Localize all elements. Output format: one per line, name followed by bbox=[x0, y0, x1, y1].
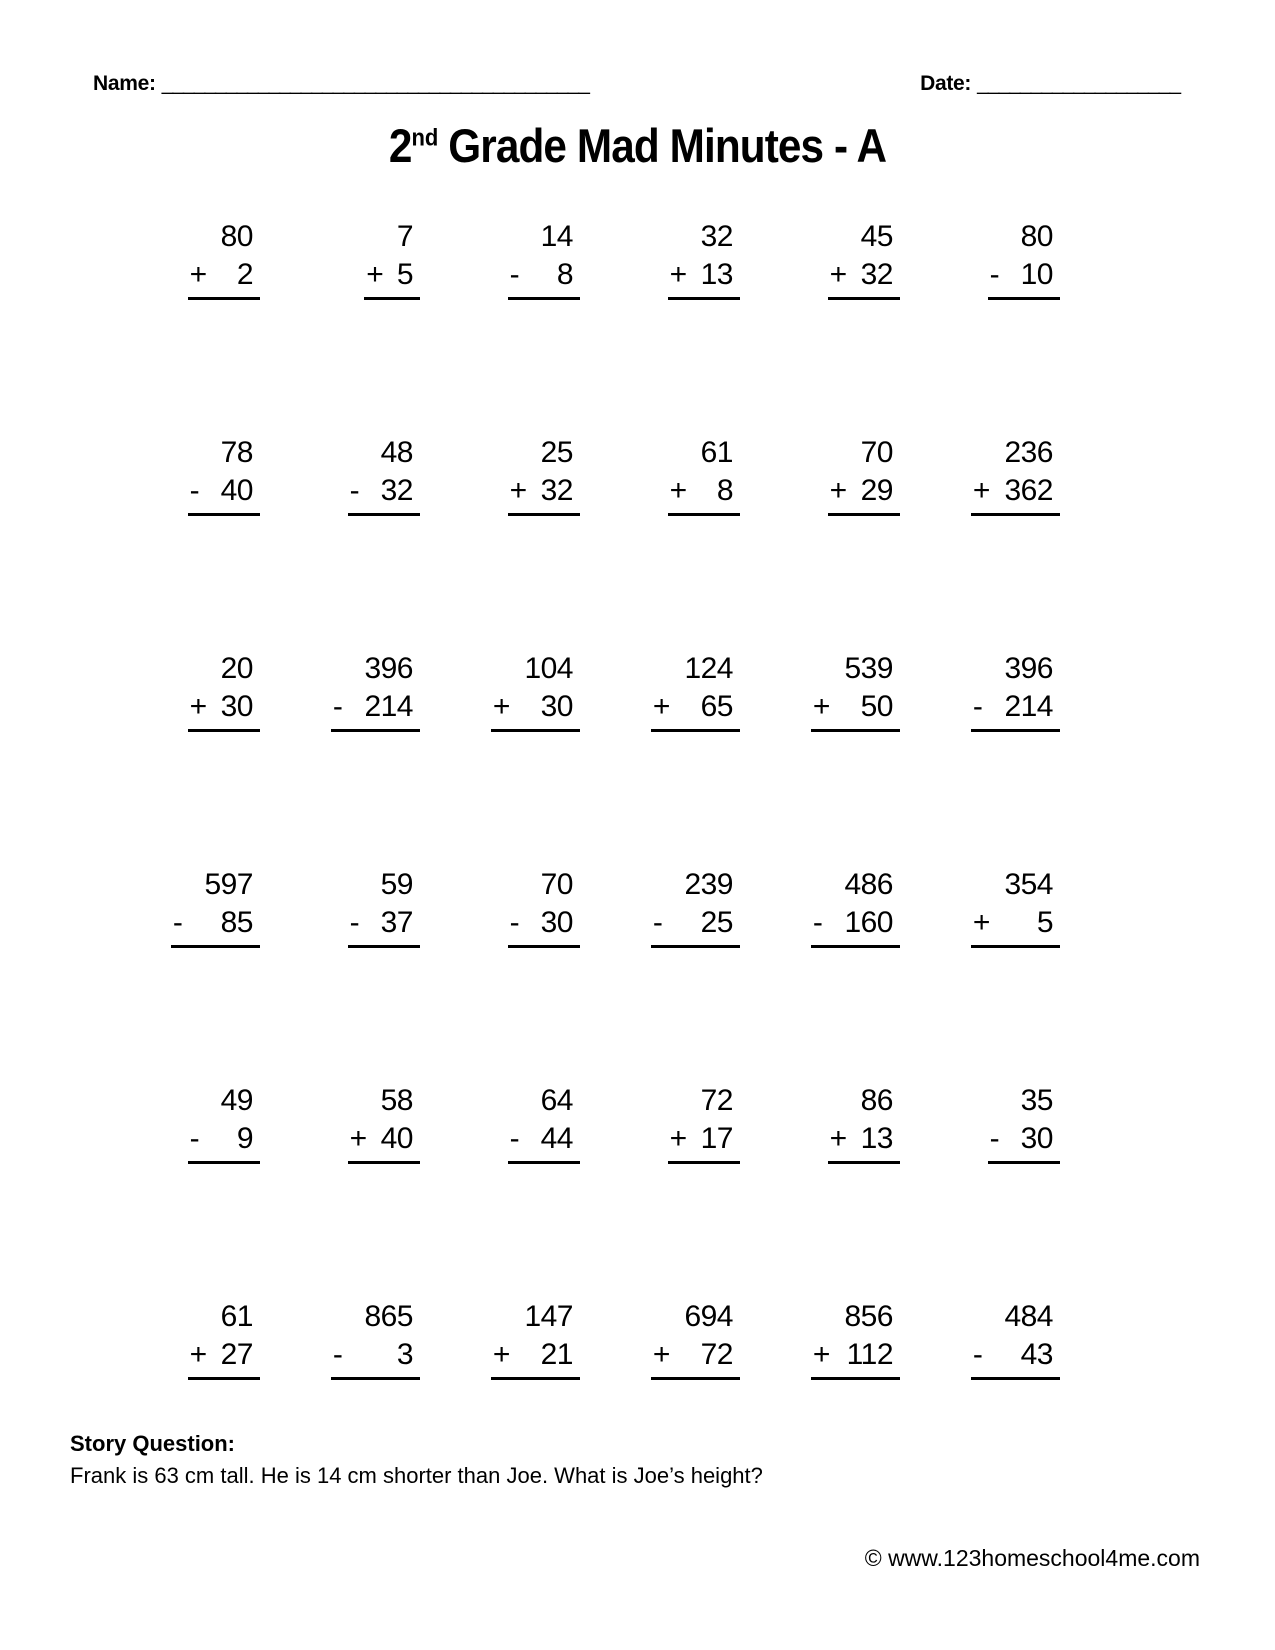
math-problem bbox=[508, 218, 580, 300]
top-operand: 484 bbox=[1004, 1300, 1053, 1333]
top-operand: 45 bbox=[860, 220, 893, 253]
operator-row bbox=[508, 904, 580, 948]
operator-row bbox=[971, 904, 1060, 948]
operator-row bbox=[188, 472, 260, 516]
math-problem bbox=[364, 218, 420, 300]
math-problem bbox=[348, 866, 420, 948]
bottom-operand: 2 bbox=[236, 257, 253, 291]
bottom-operand: 214 bbox=[364, 689, 413, 723]
bottom-operand: 72 bbox=[700, 1337, 733, 1371]
math-problem bbox=[971, 866, 1060, 948]
math-problem bbox=[491, 1298, 580, 1380]
operator-row bbox=[668, 472, 740, 516]
operator-row bbox=[348, 472, 420, 516]
math-problem bbox=[988, 1082, 1060, 1164]
math-problem bbox=[651, 1298, 740, 1380]
math-problem bbox=[971, 1298, 1060, 1380]
problems-grid bbox=[100, 218, 1060, 1514]
operator-row bbox=[491, 1336, 580, 1380]
operator-row bbox=[348, 904, 420, 948]
top-operand: 354 bbox=[1004, 868, 1053, 901]
operator: + bbox=[189, 689, 207, 723]
operator: + bbox=[669, 1121, 687, 1155]
math-problem bbox=[811, 650, 900, 732]
story-question bbox=[70, 1428, 763, 1492]
top-operand: 7 bbox=[396, 220, 413, 253]
bottom-operand: 13 bbox=[700, 257, 733, 291]
operator-row bbox=[828, 472, 900, 516]
operator-row bbox=[651, 904, 740, 948]
top-operand: 80 bbox=[220, 220, 253, 253]
bottom-operand: 40 bbox=[220, 473, 253, 507]
math-problem bbox=[988, 218, 1060, 300]
bottom-operand: 214 bbox=[1004, 689, 1053, 723]
top-operand: 72 bbox=[700, 1084, 733, 1117]
bottom-operand: 32 bbox=[860, 257, 893, 291]
bottom-operand: 8 bbox=[716, 473, 733, 507]
operator: + bbox=[972, 905, 990, 939]
math-problem bbox=[811, 866, 900, 948]
bottom-operand: 8 bbox=[556, 257, 573, 291]
operator: + bbox=[669, 257, 687, 291]
bottom-operand: 362 bbox=[1004, 473, 1053, 507]
math-problem bbox=[331, 650, 420, 732]
story-question-text: Frank is 63 cm tall. He is 14 cm shorter than Joe. What is Joe’s height? bbox=[70, 1462, 763, 1488]
operator-row bbox=[508, 256, 580, 300]
copyright: © www.123homeschool4me.com bbox=[864, 1545, 1200, 1571]
operator-row bbox=[828, 1120, 900, 1164]
bottom-operand: 160 bbox=[844, 905, 893, 939]
bottom-operand: 5 bbox=[396, 257, 413, 291]
bottom-operand: 21 bbox=[540, 1337, 573, 1371]
title-ordinal-suffix: nd bbox=[411, 124, 439, 152]
operator: + bbox=[189, 257, 207, 291]
math-problem bbox=[668, 434, 740, 516]
operator: - bbox=[972, 1337, 983, 1371]
bottom-operand: 32 bbox=[380, 473, 413, 507]
operator-row bbox=[491, 688, 580, 732]
operator: + bbox=[366, 257, 384, 291]
top-operand: 597 bbox=[204, 868, 253, 901]
bottom-operand: 44 bbox=[540, 1121, 573, 1155]
math-problem bbox=[651, 650, 740, 732]
operator-row bbox=[971, 688, 1060, 732]
top-operand: 239 bbox=[684, 868, 733, 901]
operator: - bbox=[189, 473, 200, 507]
top-operand: 694 bbox=[684, 1300, 733, 1333]
bottom-operand: 43 bbox=[1020, 1337, 1053, 1371]
operator-row bbox=[651, 1336, 740, 1380]
math-problem bbox=[508, 866, 580, 948]
bottom-operand: 30 bbox=[540, 689, 573, 723]
operator: + bbox=[829, 1121, 847, 1155]
date-label: Date: bbox=[920, 72, 972, 95]
math-problem bbox=[331, 1298, 420, 1380]
top-operand: 539 bbox=[844, 652, 893, 685]
bottom-operand: 65 bbox=[700, 689, 733, 723]
operator: + bbox=[652, 1337, 670, 1371]
operator: + bbox=[492, 1337, 510, 1371]
top-operand: 856 bbox=[844, 1300, 893, 1333]
math-problem bbox=[188, 1298, 260, 1380]
top-operand: 124 bbox=[684, 652, 733, 685]
operator: - bbox=[332, 689, 343, 723]
operator-row bbox=[988, 1120, 1060, 1164]
operator-row bbox=[508, 1120, 580, 1164]
date-field bbox=[920, 72, 1180, 96]
bottom-operand: 25 bbox=[700, 905, 733, 939]
operator: + bbox=[829, 473, 847, 507]
bottom-operand: 85 bbox=[220, 905, 253, 939]
top-operand: 865 bbox=[364, 1300, 413, 1333]
operator-row bbox=[828, 256, 900, 300]
operator: + bbox=[189, 1337, 207, 1371]
operator-row bbox=[811, 904, 900, 948]
top-operand: 70 bbox=[540, 868, 573, 901]
bottom-operand: 10 bbox=[1020, 257, 1053, 291]
worksheet-title bbox=[64, 118, 1212, 173]
math-problem bbox=[171, 866, 260, 948]
top-operand: 61 bbox=[700, 436, 733, 469]
bottom-operand: 40 bbox=[380, 1121, 413, 1155]
bottom-operand: 30 bbox=[220, 689, 253, 723]
header bbox=[93, 72, 1180, 96]
operator: + bbox=[812, 689, 830, 723]
bottom-operand: 30 bbox=[1020, 1121, 1053, 1155]
operator: - bbox=[509, 1121, 520, 1155]
operator-row bbox=[188, 1336, 260, 1380]
operator-row bbox=[331, 1336, 420, 1380]
bottom-operand: 112 bbox=[846, 1337, 893, 1371]
bottom-operand: 3 bbox=[396, 1337, 413, 1371]
math-problem bbox=[188, 218, 260, 300]
math-problem bbox=[668, 218, 740, 300]
math-problem bbox=[508, 1082, 580, 1164]
operator-row bbox=[188, 688, 260, 732]
top-operand: 486 bbox=[844, 868, 893, 901]
operator: + bbox=[652, 689, 670, 723]
operator: - bbox=[509, 905, 520, 939]
operator-row bbox=[811, 688, 900, 732]
operator: + bbox=[492, 689, 510, 723]
math-problem bbox=[508, 434, 580, 516]
bottom-operand: 29 bbox=[860, 473, 893, 507]
operator: - bbox=[332, 1337, 343, 1371]
operator: - bbox=[189, 1121, 200, 1155]
top-operand: 20 bbox=[220, 652, 253, 685]
math-problem bbox=[971, 650, 1060, 732]
bottom-operand: 5 bbox=[1036, 905, 1053, 939]
bottom-operand: 30 bbox=[540, 905, 573, 939]
math-problem bbox=[828, 434, 900, 516]
operator-row bbox=[508, 472, 580, 516]
operator: - bbox=[652, 905, 663, 939]
math-problem bbox=[188, 434, 260, 516]
top-operand: 147 bbox=[524, 1300, 573, 1333]
bottom-operand: 27 bbox=[220, 1337, 253, 1371]
top-operand: 80 bbox=[1020, 220, 1053, 253]
operator-row bbox=[651, 688, 740, 732]
math-problem bbox=[668, 1082, 740, 1164]
math-problem bbox=[188, 1082, 260, 1164]
operator-row bbox=[971, 472, 1060, 516]
math-problem bbox=[348, 1082, 420, 1164]
top-operand: 236 bbox=[1004, 436, 1053, 469]
operator-row bbox=[668, 256, 740, 300]
math-problem bbox=[491, 650, 580, 732]
operator-row bbox=[188, 1120, 260, 1164]
operator-row bbox=[171, 904, 260, 948]
top-operand: 14 bbox=[540, 220, 573, 253]
operator-row bbox=[971, 1336, 1060, 1380]
operator: + bbox=[349, 1121, 367, 1155]
top-operand: 61 bbox=[220, 1300, 253, 1333]
name-label: Name: bbox=[93, 72, 156, 95]
math-problem bbox=[811, 1298, 900, 1380]
operator-row bbox=[331, 688, 420, 732]
name-field bbox=[93, 72, 589, 96]
operator: - bbox=[812, 905, 823, 939]
top-operand: 48 bbox=[380, 436, 413, 469]
top-operand: 59 bbox=[380, 868, 413, 901]
bottom-operand: 32 bbox=[540, 473, 573, 507]
bottom-operand: 17 bbox=[700, 1121, 733, 1155]
operator: + bbox=[812, 1337, 830, 1371]
operator: + bbox=[509, 473, 527, 507]
operator: - bbox=[989, 1121, 1000, 1155]
operator-row bbox=[811, 1336, 900, 1380]
operator-row bbox=[364, 256, 420, 300]
math-problem bbox=[188, 650, 260, 732]
bottom-operand: 37 bbox=[380, 905, 413, 939]
top-operand: 86 bbox=[860, 1084, 893, 1117]
operator: + bbox=[972, 473, 990, 507]
story-question-label: Story Question: bbox=[70, 1431, 236, 1456]
operator: - bbox=[509, 257, 520, 291]
operator: - bbox=[172, 905, 183, 939]
bottom-operand: 50 bbox=[860, 689, 893, 723]
operator: - bbox=[349, 473, 360, 507]
bottom-operand: 13 bbox=[860, 1121, 893, 1155]
title-text: Grade Mad Minutes - A bbox=[448, 119, 887, 172]
top-operand: 396 bbox=[364, 652, 413, 685]
operator-row bbox=[988, 256, 1060, 300]
title-grade-number: 2 bbox=[388, 119, 412, 172]
date-blank-line: ___________________ bbox=[977, 72, 1180, 95]
math-problem bbox=[348, 434, 420, 516]
top-operand: 78 bbox=[220, 436, 253, 469]
top-operand: 25 bbox=[540, 436, 573, 469]
name-blank-line: ________________________________________ bbox=[161, 72, 589, 95]
top-operand: 35 bbox=[1020, 1084, 1053, 1117]
operator-row bbox=[188, 256, 260, 300]
top-operand: 64 bbox=[540, 1084, 573, 1117]
top-operand: 396 bbox=[1004, 652, 1053, 685]
top-operand: 104 bbox=[524, 652, 573, 685]
operator-row bbox=[348, 1120, 420, 1164]
operator-row bbox=[668, 1120, 740, 1164]
bottom-operand: 9 bbox=[236, 1121, 253, 1155]
operator: + bbox=[669, 473, 687, 507]
math-problem bbox=[971, 434, 1060, 516]
operator: + bbox=[829, 257, 847, 291]
math-problem bbox=[651, 866, 740, 948]
operator: - bbox=[349, 905, 360, 939]
operator: - bbox=[989, 257, 1000, 291]
operator: - bbox=[972, 689, 983, 723]
top-operand: 32 bbox=[700, 220, 733, 253]
math-problem bbox=[828, 1082, 900, 1164]
math-problem bbox=[828, 218, 900, 300]
top-operand: 58 bbox=[380, 1084, 413, 1117]
top-operand: 70 bbox=[860, 436, 893, 469]
top-operand: 49 bbox=[220, 1084, 253, 1117]
